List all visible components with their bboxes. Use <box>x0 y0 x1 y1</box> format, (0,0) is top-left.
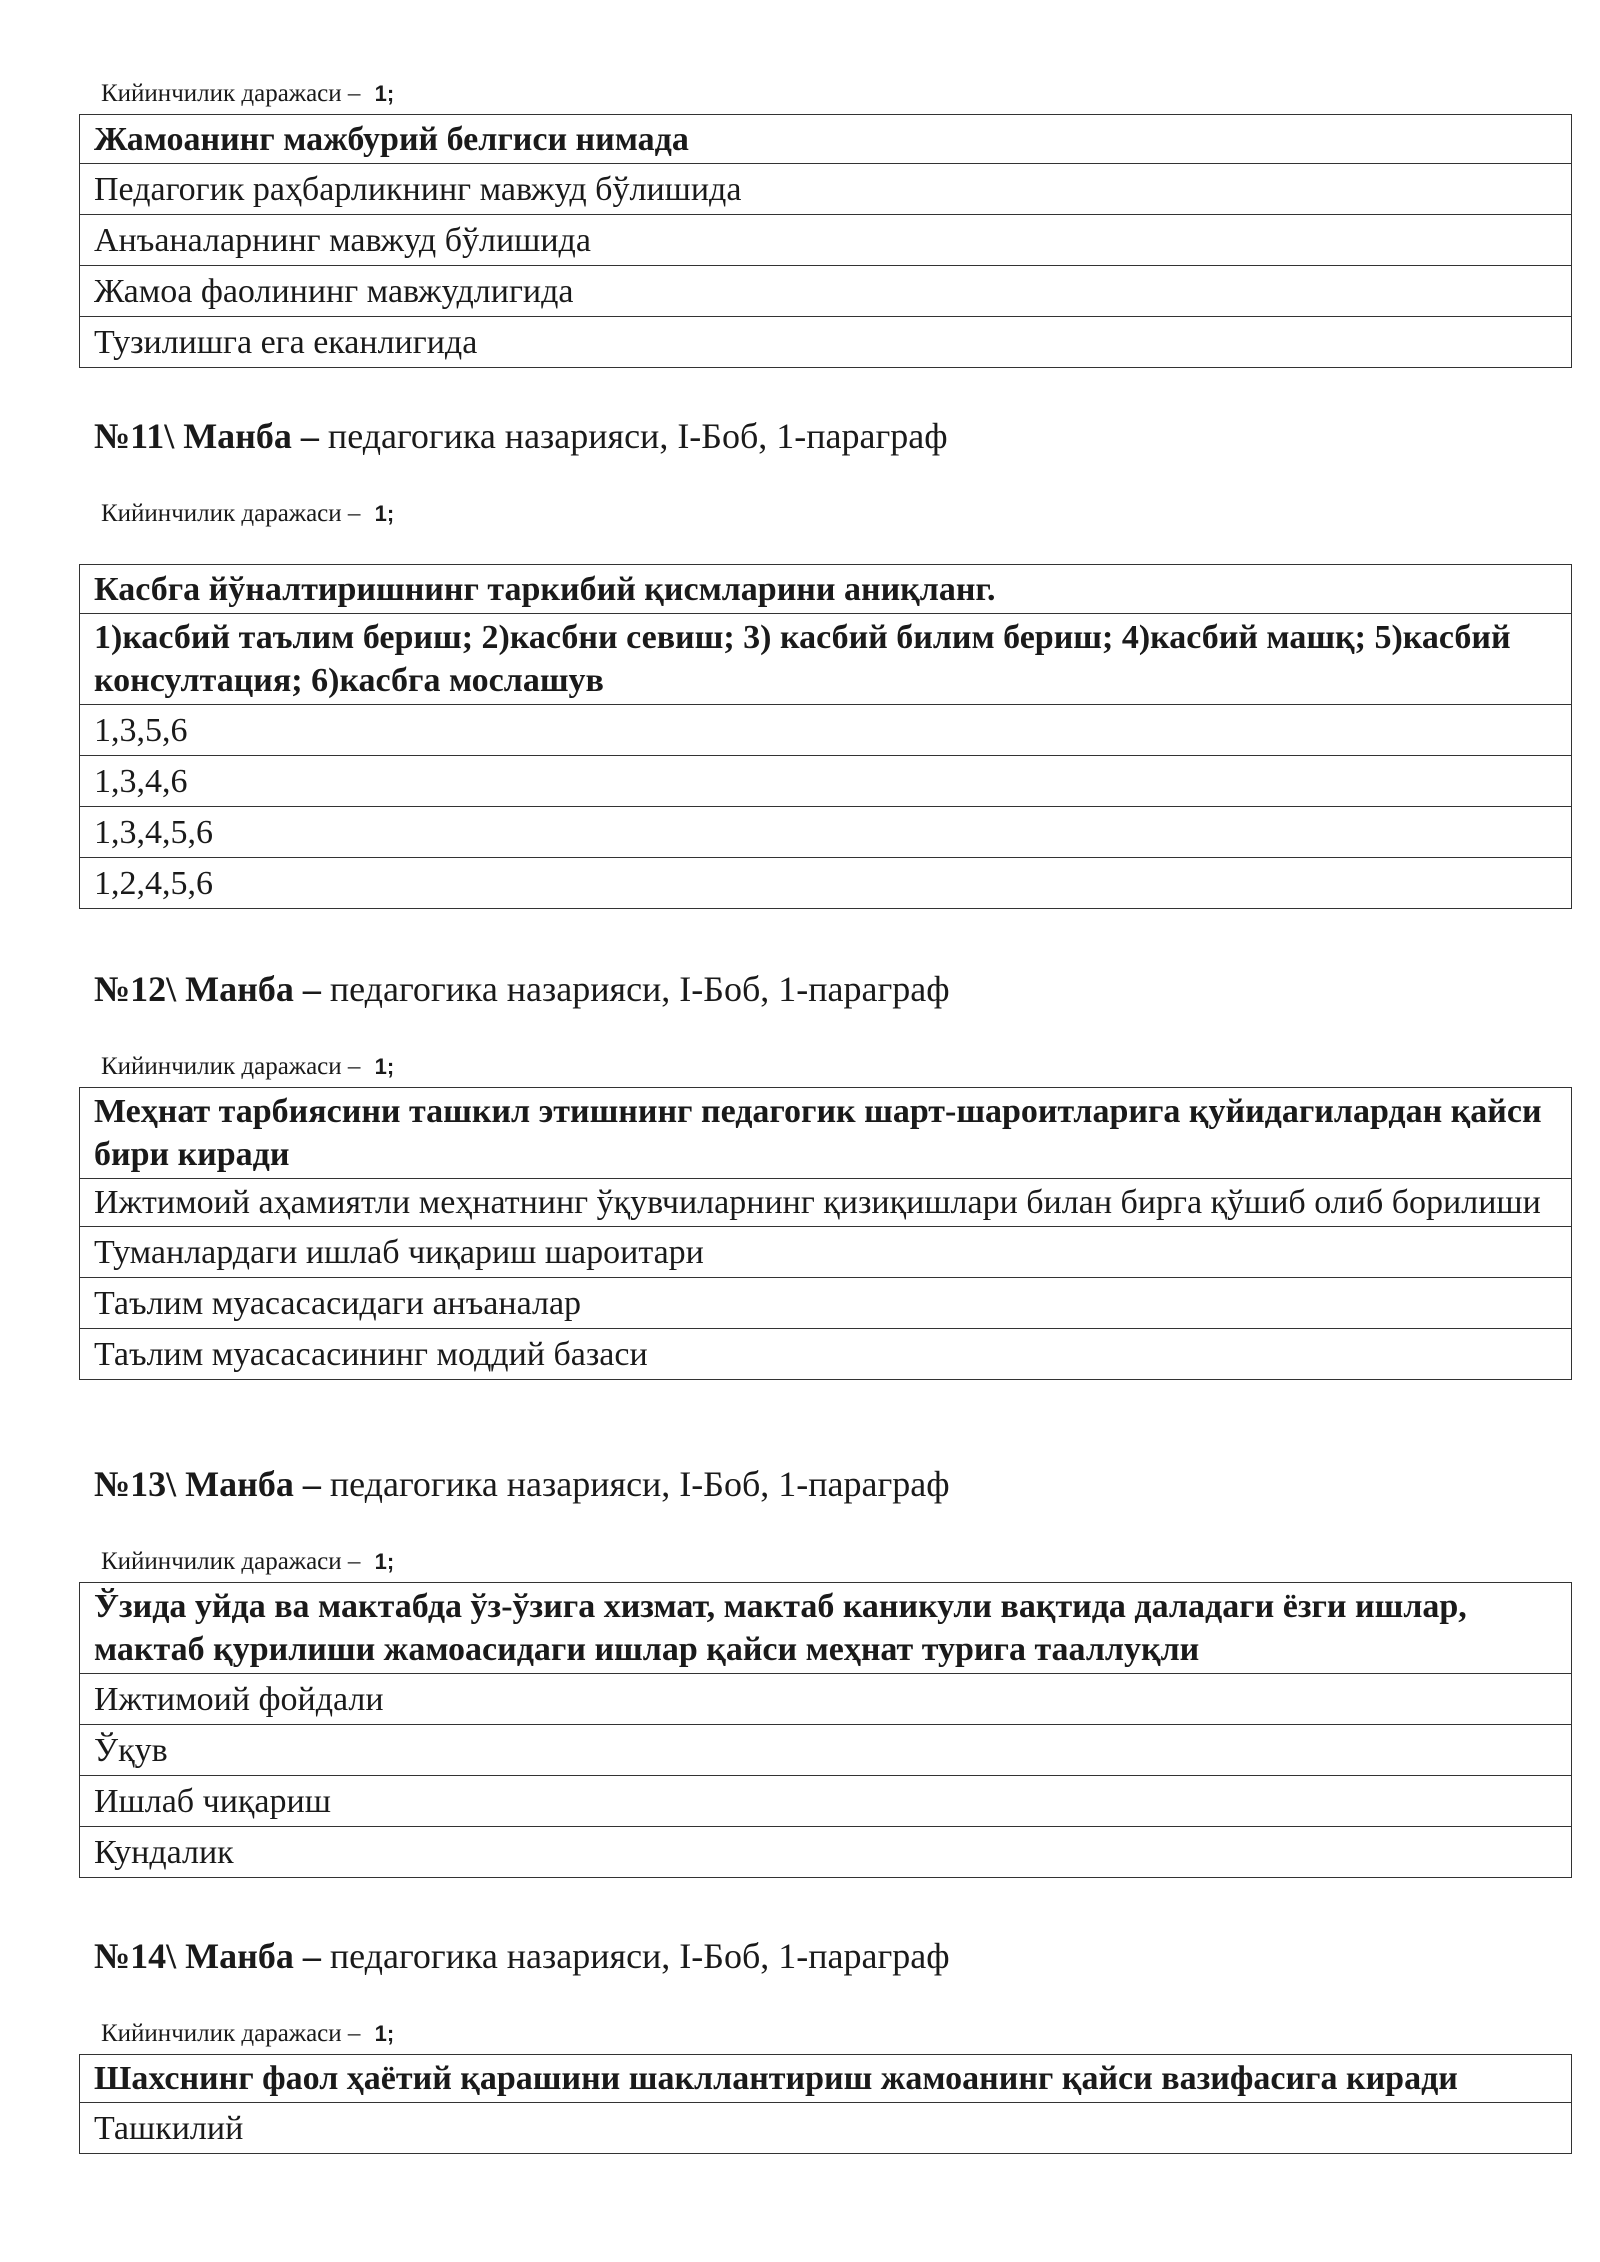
answer-option: 1,3,5,6 <box>80 705 1572 756</box>
question-text: Меҳнат тарбиясини ташкил этишнинг педагогик шарт-шароитларига қуйидагилардан қайси бири киради <box>80 1088 1572 1179</box>
source-heading-12: №12\ Манба – педагогика назарияси, I-Боб, 1-параграф <box>94 969 950 1009</box>
answer-option: 1,3,4,5,6 <box>80 807 1572 858</box>
answer-option: 1,2,4,5,6 <box>80 858 1572 909</box>
difficulty-line: Кийинчилик даражаси – 1; <box>101 2020 395 2047</box>
difficulty-line: Кийинчилик даражаси – 1; <box>101 1053 395 1080</box>
answer-option: Таълим муасасасининг моддий базаси <box>80 1329 1572 1380</box>
answer-option: Анъаналарнинг мавжуд бўлишида <box>80 215 1572 266</box>
question-text: Жамоанинг мажбурий белгиси нимада <box>80 115 1572 164</box>
source-heading-13: №13\ Манба – педагогика назарияси, I-Боб, 1-параграф <box>94 1464 950 1504</box>
answer-option: Ишлаб чиқариш <box>80 1776 1572 1827</box>
difficulty-line: Кийинчилик даражаси – 1; <box>101 80 395 107</box>
question-table-14 <box>79 2054 1572 2154</box>
question-table-10 <box>79 114 1572 368</box>
question-table-11 <box>79 564 1572 909</box>
answer-option: Педагогик раҳбарликнинг мавжуд бўлишида <box>80 164 1572 215</box>
answer-option: Таълим муасасасидаги анъаналар <box>80 1278 1572 1329</box>
question-text: Касбга йўналтиришнинг таркибий қисмларини аниқланг. <box>80 565 1572 614</box>
source-heading-11: №11\ Манба – педагогика назарияси, I-Боб, 1-параграф <box>94 416 948 456</box>
answer-option: Тузилишга ега еканлигида <box>80 317 1572 368</box>
answer-option: Туманлардаги ишлаб чиқариш шароитари <box>80 1227 1572 1278</box>
answer-option: Ташкилий <box>80 2103 1572 2154</box>
answer-option: Кундалик <box>80 1827 1572 1878</box>
answer-option: Жамоа фаолининг мавжудлигида <box>80 266 1572 317</box>
question-text: Шахснинг фаол ҳаётий қарашини шакллантириш жамоанинг қайси вазифасига киради <box>80 2055 1572 2103</box>
question-options: 1)касбий таълим бериш; 2)касбни севиш; 3) касбий билим бериш; 4)касбий машқ; 5)касбий консултация; 6)касбга мослашув <box>80 614 1572 705</box>
source-heading-14: №14\ Манба – педагогика назарияси, I-Боб, 1-параграф <box>94 1936 950 1976</box>
question-text: Ўзида уйда ва мактабда ўз-ўзига хизмат, мактаб каникули вақтида даладаги ёзги ишлар, мактаб қурилиши жамоасидаги ишлар қайси меҳнат турига тааллуқли <box>80 1583 1572 1674</box>
answer-option: 1,3,4,6 <box>80 756 1572 807</box>
answer-option: Ижтимоий аҳамиятли меҳнатнинг ўқувчиларнинг қизиқишлари билан бирга қўшиб олиб борилиши <box>80 1179 1572 1227</box>
question-table-12 <box>79 1087 1572 1380</box>
question-table-13 <box>79 1582 1572 1878</box>
difficulty-line: Кийинчилик даражаси – 1; <box>101 1548 395 1575</box>
answer-option: Ўқув <box>80 1725 1572 1776</box>
difficulty-line: Кийинчилик даражаси – 1; <box>101 500 395 527</box>
answer-option: Ижтимоий фойдали <box>80 1674 1572 1725</box>
